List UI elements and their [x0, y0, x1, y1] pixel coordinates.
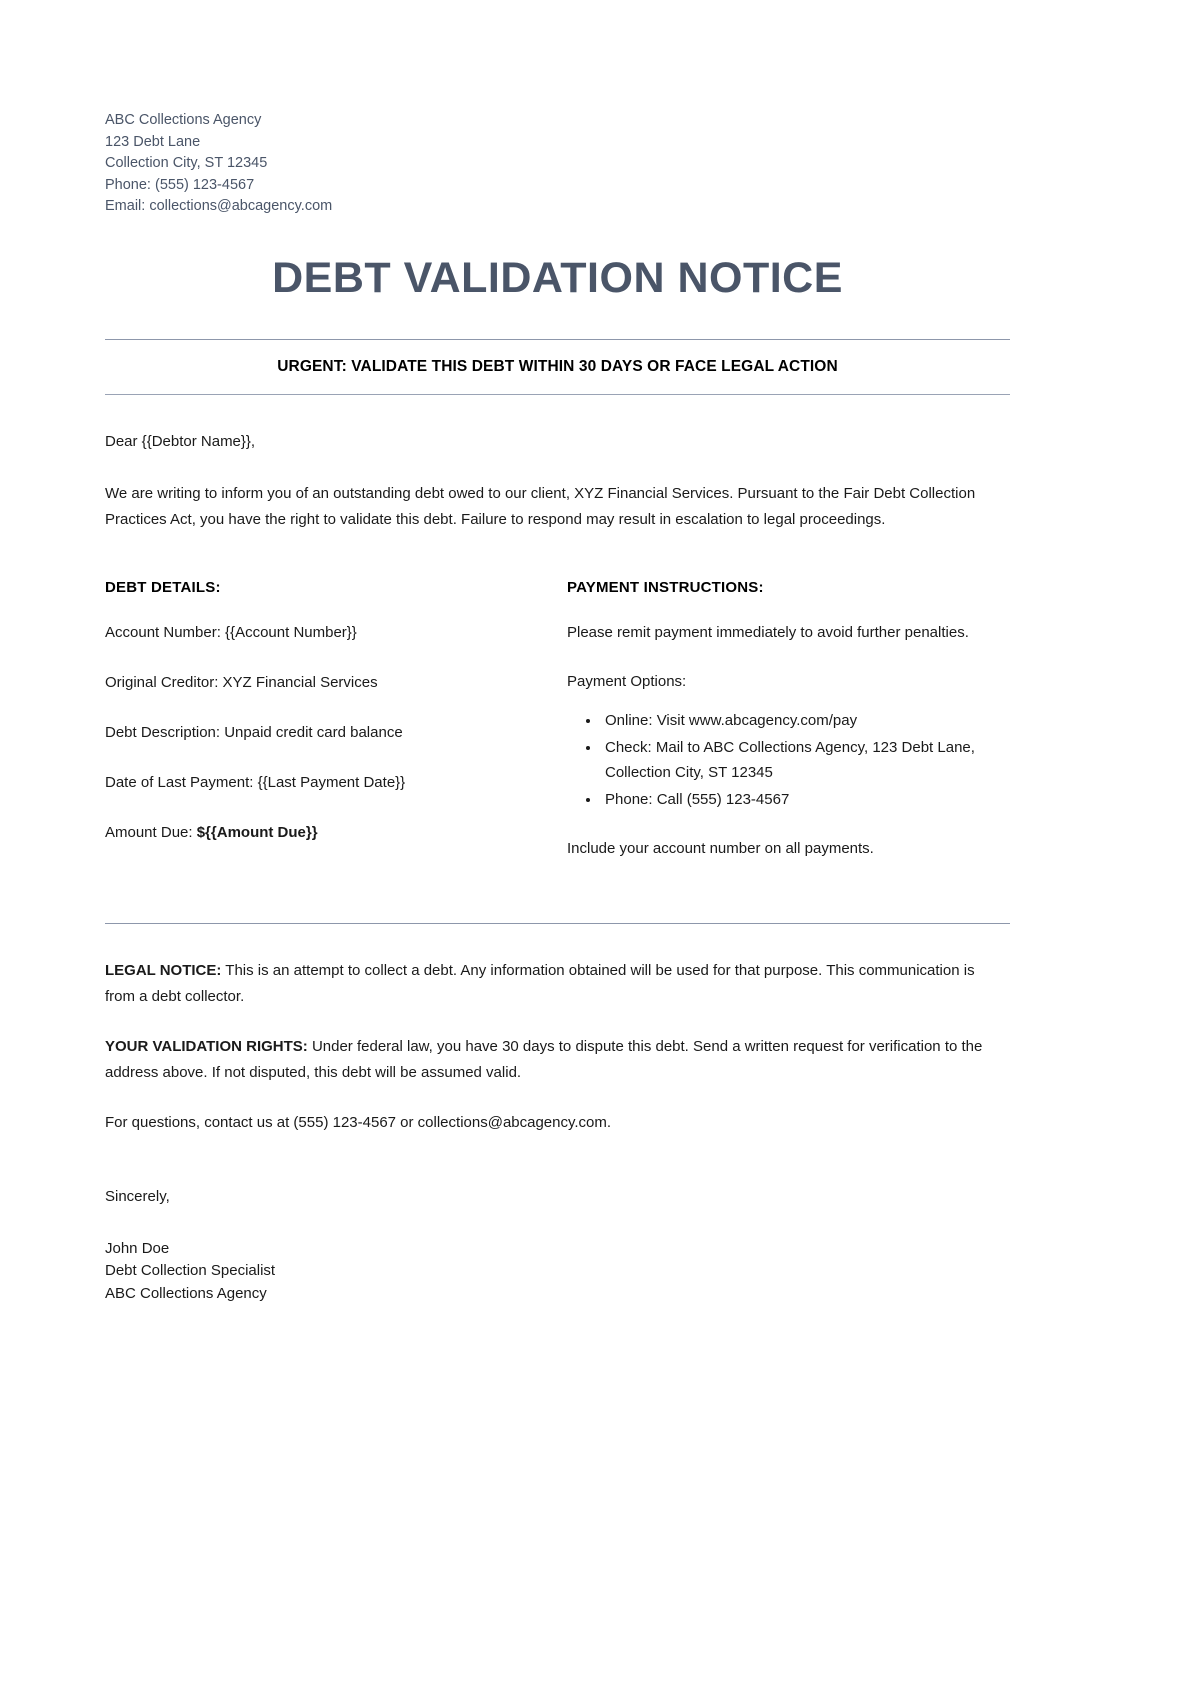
validation-rights-label: YOUR VALIDATION RIGHTS:	[105, 1037, 308, 1055]
legal-notice-text: This is an attempt to collect a debt. Any information obtained will be used for that purpose. This communication is from a debt collector.	[105, 961, 975, 1005]
legal-notice-label: LEGAL NOTICE:	[105, 961, 222, 979]
questions-line: For questions, contact us at (555) 123-4567 or collections@abcagency.com.	[105, 1113, 612, 1131]
divider-under-banner	[105, 394, 1010, 395]
legal-notice-paragraph	[105, 958, 995, 1010]
details-columns	[105, 579, 1010, 861]
list-item: • Phone: Call (555) 123-4567	[601, 787, 1010, 812]
validation-rights-paragraph	[105, 1034, 995, 1086]
list-item: • Check: Mail to ABC Collections Agency, 123 Debt Lane, Collection City, ST 12345	[601, 735, 1010, 785]
payment-instructions-heading: PAYMENT INSTRUCTIONS:	[567, 578, 764, 596]
signature-job-title: Debt Collection Specialist	[105, 1262, 276, 1280]
intro-paragraph: We are writing to inform you of an outstanding debt owed to our client, XYZ Financial Services. Pursuant to the Fair Debt Collection Practices Act, you have the right to validate this debt. Failure to respond may result in escalation to legal proceedings.	[105, 484, 976, 528]
validation-rights-text: Under federal law, you have 30 days to dispute this debt. Send a written request for verification to the address above. If not disputed, this debt will be assumed valid.	[105, 1037, 983, 1081]
amount-due-value: ${{Amount Due}}	[196, 823, 318, 841]
signature-name: John Doe	[105, 1239, 170, 1257]
urgent-banner: URGENT: VALIDATE THIS DEBT WITHIN 30 DAYS OR FACE LEGAL ACTION	[277, 357, 838, 375]
salutation: Dear {{Debtor Name}},	[105, 432, 256, 450]
letterhead-company: ABC Collections Agency	[105, 112, 262, 128]
page-title: DEBT VALIDATION NOTICE	[272, 253, 843, 302]
signature-company: ABC Collections Agency	[105, 1284, 267, 1302]
signature-block	[105, 1238, 1010, 1306]
divider-before-legal	[105, 923, 1010, 924]
signoff: Sincerely,	[105, 1187, 170, 1205]
payment-footer-line: Include your account number on all payments.	[567, 839, 874, 857]
payment-options-list	[567, 708, 1010, 812]
field-last-payment-date: Date of Last Payment: {{Last Payment Date}}	[105, 773, 406, 791]
field-original-creditor: Original Creditor: XYZ Financial Services	[105, 673, 378, 691]
payment-instructions-column	[567, 579, 1010, 861]
letterhead-phone: Phone: (555) 123-4567	[105, 176, 255, 193]
letterhead-street: 123 Debt Lane	[105, 133, 201, 150]
letterhead-city-state-zip: Collection City, ST 12345	[105, 155, 268, 171]
list-item: • Online: Visit www.abcagency.com/pay	[601, 708, 1010, 733]
amount-due-label: Amount Due:	[105, 823, 197, 841]
debt-details-heading: DEBT DETAILS:	[105, 578, 221, 596]
remit-line: Please remit payment immediately to avoid further penalties.	[567, 623, 969, 641]
field-account-number: Account Number: {{Account Number}}	[105, 623, 357, 641]
field-amount-due	[105, 820, 557, 846]
letterhead-email: Email: collections@abcagency.com	[105, 198, 333, 214]
payment-options-label: Payment Options:	[567, 672, 687, 690]
divider-top	[105, 339, 1010, 340]
letterhead	[105, 110, 1010, 218]
legal-block	[105, 958, 995, 1136]
debt-details-column	[105, 579, 567, 861]
field-debt-description: Debt Description: Unpaid credit card balance	[105, 723, 403, 741]
